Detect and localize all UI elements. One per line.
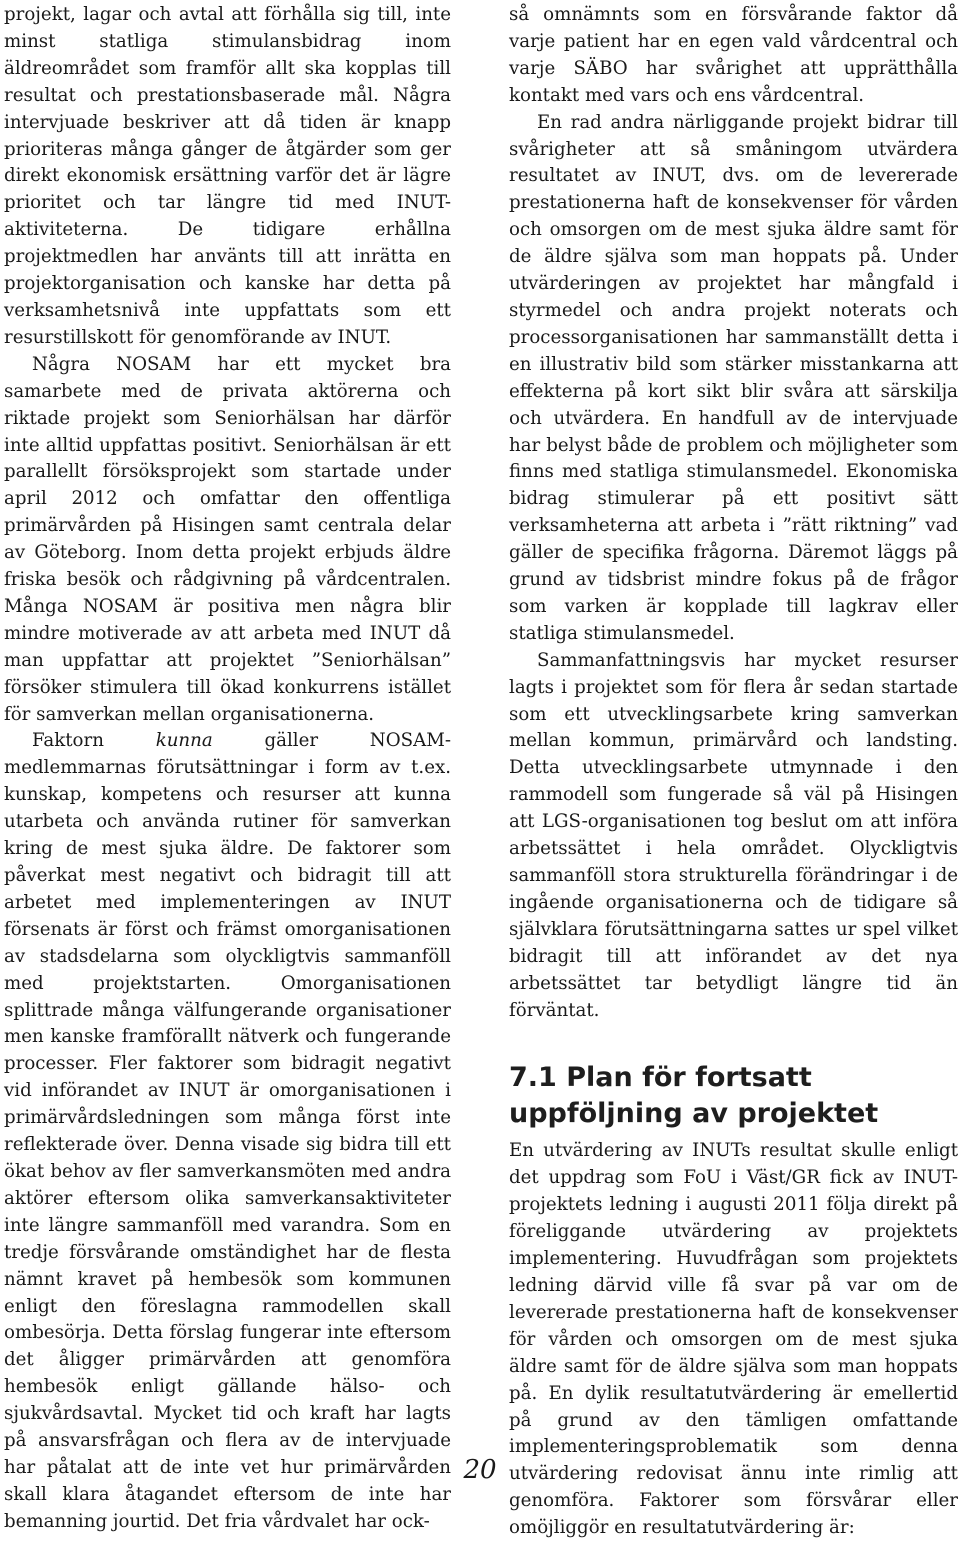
paragraph: Några NOSAM har ett mycket bra samarbete med de privata aktörerna och riktade projekt som Seniorhälsan har därför inte alltid uppfattas positivt. Seniorhälsan är ett parallellt försöksprojekt som startade under april 2012 och omfattar den offentliga primärvården på Hisingen samt centrala delar av Göteborg. Inom detta projekt erbjuds äldre friska besök och rådgivning på vårdcentralen. Många NOSAM är positiva men några blir mindre motiverade av att arbeta med INUT då man uppfattar att projektet ”Seniorhälsan” försöker stimulera till ökad konkurrens istället för samverkan mellan organisationerna. xyxy=(4,353,451,725)
paragraph: så omnämnts som en försvårande faktor då varje patient har en egen vald vårdcentral och varje SÄBO har svårighet att upprätthålla kontakt med vars och ens vårdcentral. xyxy=(509,4,958,106)
emphasized-word: kunna xyxy=(155,730,213,752)
text-run: gäller NOSAM-medlemmarnas förutsättningar i form av t.ex. kunskap, kompetens och resurser att kunna utarbeta och använda rutiner för samverkan kring de mest sjuka äldre. De faktorer som påverkat mest negativt och bidragit till att arbetet med implementeringen av INUT försenats är först och främst omorganisationen av stadsdelarna som olyckligtvis sammanföll med projektstarten. Omorganisationen splittrade många välfungerande organisationer men kanske framförallt nätverk och fungerande processer. Fler faktorer som bidragit negativt vid införandet av INUT är omorganisationen i primärvårdsledningen som många först inte reflekterade över. Denna visade sig bidra till ett ökat behov av fler samverkansmöten med andra aktörer eftersom olika samverkansaktiviteter inte längre sammanföll med varandra. Som en tredje försvårande omständighet har de flesta nämnt kravet på hembesök som kommunen enligt den föreslagna rammodellen skall ombesörja. Detta förslag fungerar inte eftersom det åligger primärvården att genomföra hembesök enligt gällande hälso- och sjukvårdsavtal. Mycket tid och kraft har lagts på ansvarsfrågan och flera av de intervjuade har påtalat att de inte vet hur primärvården skall klara åtagandet eftersom de inte har bemanning jourtid. Det fria vårdvalet har ock- xyxy=(4,730,451,1532)
section-heading: 7.1 Plan för fortsatt uppföljning av projektet xyxy=(509,1062,879,1130)
text-run: Faktorn xyxy=(32,730,156,752)
paragraph: En utvärdering av INUTs resultat skulle enligt det uppdrag som FoU i Väst/GR fick av INUT-projektets ledning i augusti 2011 följa direkt på föreliggande utvärdering av projektets implementering. Huvudfrågan som projektets ledning därvid ville få svar på var om de levererade prestationerna haft de konsekvenser för vården och omsorgen om de mest sjuka äldre samt för de äldre själva som man hoppats på. En dylik resultatutvärdering är emellertid på grund av den tämligen omfattande implementeringsproblematik som denna utvärdering redovisat ännu inte rimlig att genomföra. Faktorer som försvårar eller omöjliggör en resultatutvärdering är: xyxy=(509,1140,958,1539)
paragraph xyxy=(4,728,451,1535)
right-column xyxy=(509,2,958,1542)
paragraph: En rad andra närliggande projekt bidrar till svårigheter att så småningom utvärdera resultatet av INUT, dvs. om de levererade prestationerna haft de konsekvenser för vården och omsorgen om de mest sjuka äldre samt för de äldre själva som man hoppats på. Under utvärderingen av projektet har mångfald i styrmedel och andra projekt noterats och processorganisationen har sammanställt detta i en illustrativ bild som stärker misstankarna att effekterna på kort sikt blir svåra att särskilja och utvärdera. En handfull av de intervjuade har belyst både de problem och möjligheter som finns med statliga stimulansmedel. Ekonomiska bidrag stimulerar på ett positivt sätt verksamheterna att arbeta i ”rätt riktning” vad gäller de specifika frågorna. Däremot läggs på grund av tidsbrist mindre fokus på de frågor som varken är kopplade till lagkrav eller statliga stimulansmedel. xyxy=(509,111,958,644)
paragraph: projekt, lagar och avtal att förhålla sig till, inte minst statliga stimulansbidrag inom äldreområdet som framför allt ska kopplas till resultat och prestationsbaserade mål. Några intervjuade beskriver att då tiden är knapp prioriteras många gånger de åtgärder som ger direkt ekonomisk ersättning varför det är lägre prioritet och tar längre tid med INUT-aktiviteterna. De tidigare erhållna projektmedlen har använts till att inrätta en projektorganisation och kanske har detta på verksamhetsnivå inte uppfattats som ett resurstillskott för genomförande av INUT. xyxy=(4,4,451,348)
left-column xyxy=(4,2,451,1536)
page-number: 20 xyxy=(463,1455,497,1485)
paragraph: Sammanfattningsvis har mycket resurser lagts i projektet som för flera år sedan startade som ett utvecklingsarbete kring samverkan mellan kommun, primärvård och landsting. Detta utvecklingsarbete utmynnade i den rammodell som fungerade så väl på Hisingen att LGS-organisationen tog beslut om att införa arbetssättet i hela området. Olyckligtvis sammanföll stora strukturella förändringar i de ingående organisationerna och de tidigare så självklara förutsättningarna sattes ur spel vilket bidragit till att införandet av det nya arbetssättet tar betydligt längre tid än förväntat. xyxy=(509,649,958,1021)
